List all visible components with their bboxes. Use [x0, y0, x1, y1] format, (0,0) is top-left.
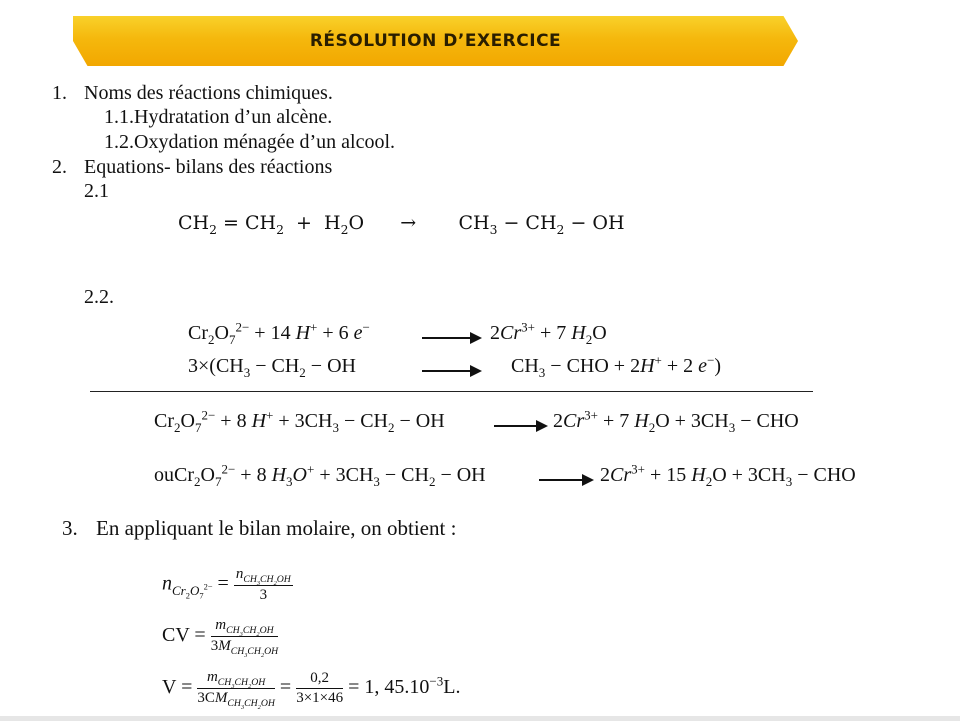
- fraction-denominator: 3: [259, 586, 268, 603]
- half-equation-oxidation-right: $CH_3$ − CHO + 2H+ + 2 e−): [511, 352, 722, 380]
- cv-formula: CV = $\frac{m_{CH_3CH_2OH}}{3M_{CH_3CH_2OH}}$: [162, 617, 279, 659]
- reaction-arrow: [422, 337, 480, 339]
- section-2-2-label: 2.2.: [84, 286, 114, 308]
- reaction-arrow: [422, 370, 480, 372]
- section-2-1-label: 2.1: [84, 180, 109, 202]
- reaction-arrow: [539, 479, 592, 481]
- molar-balance-formula: $n_{Cr_2O_7^{2-}}$ = $\frac{n_{CH_3CH_2OH}}{3}$: [162, 566, 291, 603]
- bottom-scroll-bar: [0, 716, 960, 721]
- page-title: RÉSOLUTION D’EXERCICE: [309, 31, 562, 51]
- section-2-number: 2.: [52, 156, 67, 178]
- volume-denominator-value: 3×1×46: [296, 689, 344, 706]
- global-equation-alt-right: $2Cr^{3+} + 15$ $H_2O + 3CH_3$ − CHO: [600, 461, 856, 489]
- volume-result-exponent: −3: [429, 673, 444, 689]
- volume-result: = 1, 45.10: [348, 676, 430, 699]
- volume-unit: L.: [443, 676, 461, 699]
- half-equation-reduction-left: $Cr_2O_7^{2-} + 14$ H+ + 6 e−: [188, 319, 370, 347]
- global-equation-alt-left: $ouCr_2O_7^{2-} + 8$ $H_3O^+ + 3CH_3 - CH_2$ − OH: [154, 461, 486, 489]
- volume-formula: V = $\frac{m_{CH_3CH_2OH}}{3CM_{CH_3CH_2OH}}$ = $\frac{0,2}{3\times 1\times 46}$ = 1, $45.10^{-3}L$.: [162, 669, 461, 711]
- section-2-title: Equations- bilans des réactions: [84, 156, 333, 178]
- section-3-number: 3.: [62, 516, 78, 540]
- global-equation-left: $Cr_2O_7^{2-} + 8$ $H^+ + 3CH_3 - CH_2$ − OH: [154, 407, 445, 435]
- section-1-item-2: 1.2.Oxydation ménagée d’un alcool.: [104, 131, 396, 153]
- global-equation-right: $2Cr^{3+} + 7$ $H_2O + 3CH_3$ − CHO: [553, 407, 799, 435]
- half-equation-oxidation-left: $3\times(CH_3 - CH_2$ − OH: [188, 355, 356, 380]
- volume-numerator-value: 0,2: [296, 670, 343, 689]
- equation-hydration: $CH_2 = CH_2 + H_2O$ → $CH_3 - CH_2$ − OH: [178, 212, 625, 237]
- section-1-item-1: 1.1.Hydratation d’un alcène.: [104, 106, 333, 128]
- section-1-number: 1.: [52, 82, 67, 104]
- section-3-title: En appliquant le bilan molaire, on obtient :: [96, 516, 457, 540]
- reaction-arrow: [494, 425, 546, 427]
- half-equation-reduction-right: $2Cr^{3+} + 7$ $H_2O$: [490, 319, 607, 347]
- section-1-title: Noms des réactions chimiques.: [84, 82, 333, 104]
- sum-divider: [90, 391, 813, 392]
